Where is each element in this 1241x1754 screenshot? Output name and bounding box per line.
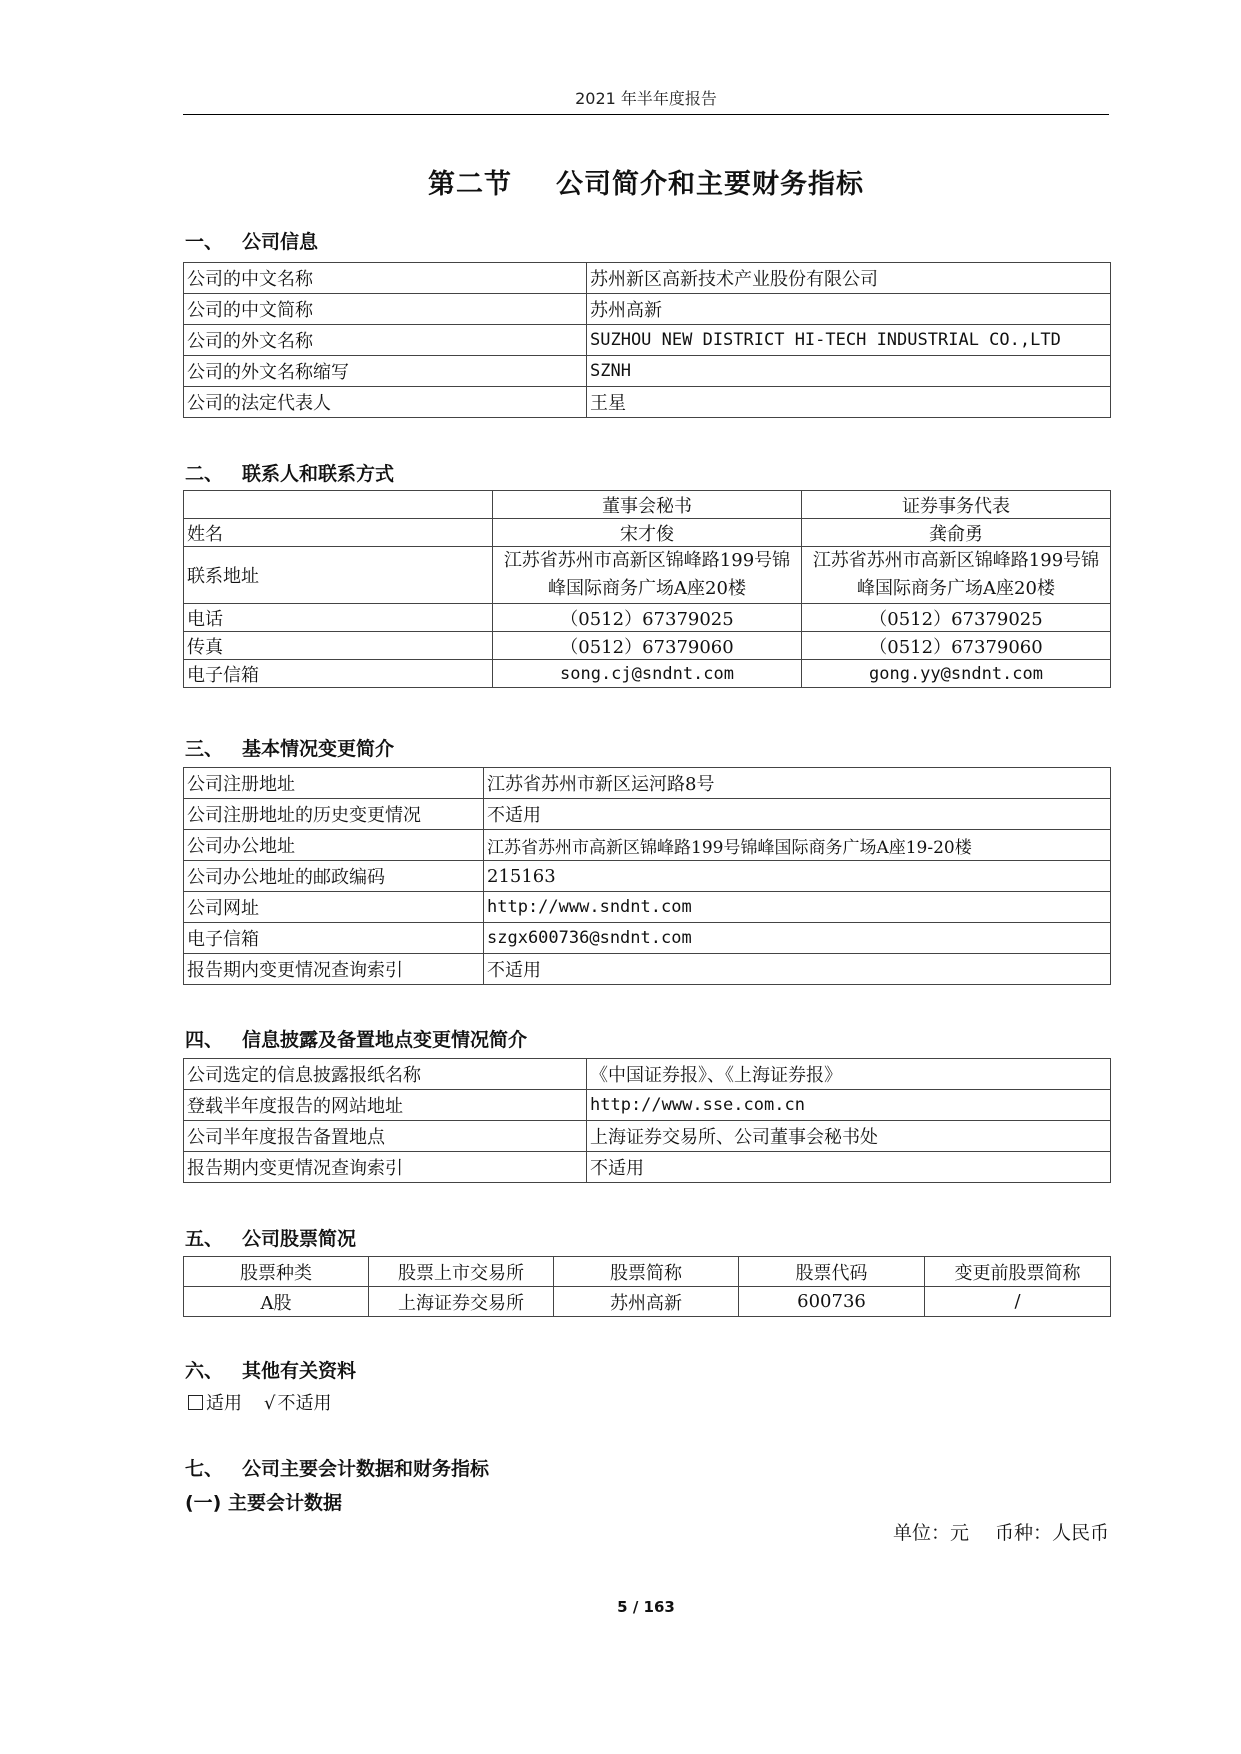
unit-label: 单位：元 — [892, 1522, 969, 1544]
disclosure-table — [183, 1058, 1111, 1183]
s2-heading — [185, 459, 394, 486]
s3-heading — [185, 734, 394, 761]
value-cell: 苏州新区高新技术产业股份有限公司 — [587, 263, 1111, 294]
s1-title: 公司信息 — [242, 231, 319, 253]
label-cell: 报告期内变更情况查询索引 — [184, 1152, 587, 1183]
table-row — [184, 892, 1111, 923]
table-row — [184, 660, 1111, 688]
label-cell: 公司注册地址的历史变更情况 — [184, 799, 484, 830]
value-cell: 宋才俊 — [493, 519, 802, 547]
value-cell: szgx600736@sndnt.com — [484, 923, 1111, 954]
section-number: 第二节 — [428, 169, 512, 200]
label-cell: 公司注册地址 — [184, 768, 484, 799]
table-row — [184, 923, 1111, 954]
value-cell: （0512）67379025 — [493, 604, 802, 632]
value-cell: 上海证券交易所 — [369, 1287, 554, 1317]
label-cell: 公司的外文名称缩写 — [184, 356, 587, 387]
value-cell: 600736 — [739, 1287, 925, 1317]
label-cell: 电子信箱 — [184, 660, 493, 688]
s3-num: 三、 — [185, 738, 224, 760]
table-row — [184, 294, 1111, 325]
company-info-table — [183, 262, 1111, 418]
value-cell: 江苏省苏州市新区运河路8号 — [484, 768, 1111, 799]
value-cell: gong.yy@sndnt.com — [802, 660, 1111, 688]
s5-num: 五、 — [185, 1228, 224, 1250]
s2-num: 二、 — [185, 463, 224, 485]
col-header: 证券事务代表 — [802, 491, 1111, 519]
table-row — [184, 830, 1111, 861]
table-row — [184, 861, 1111, 892]
s7-heading — [185, 1454, 489, 1481]
s6-heading — [185, 1356, 356, 1383]
header-rule — [183, 114, 1109, 115]
value-cell: （0512）67379025 — [802, 604, 1111, 632]
s7-title: 公司主要会计数据和财务指标 — [242, 1458, 490, 1480]
s3-title: 基本情况变更简介 — [242, 738, 395, 760]
label-cell: 公司半年度报告备置地点 — [184, 1121, 587, 1152]
col-header: 变更前股票简称 — [925, 1257, 1111, 1287]
unit-currency-line — [893, 1518, 1109, 1545]
table-row — [184, 547, 1111, 604]
value-cell: http://www.sse.com.cn — [587, 1090, 1111, 1121]
label-cell: 公司办公地址的邮政编码 — [184, 861, 484, 892]
s1-num: 一、 — [185, 231, 224, 253]
value-cell: 龚俞勇 — [802, 519, 1111, 547]
s4-title: 信息披露及备置地点变更情况简介 — [242, 1029, 528, 1051]
table-header-row — [184, 491, 1111, 519]
value-cell: SUZHOU NEW DISTRICT HI-TECH INDUSTRIAL CO.,LTD — [587, 325, 1111, 356]
value-cell: 不适用 — [484, 954, 1111, 985]
label-cell: 电话 — [184, 604, 493, 632]
table-header-row — [184, 1257, 1111, 1287]
value-cell: 苏州高新 — [587, 294, 1111, 325]
table-row — [184, 1090, 1111, 1121]
s7-subheading: (一) 主要会计数据 — [185, 1492, 342, 1514]
value-cell: 苏州高新 — [554, 1287, 739, 1317]
s4-num: 四、 — [185, 1029, 224, 1051]
label-cell: 公司的中文简称 — [184, 294, 587, 325]
s6-title: 其他有关资料 — [242, 1360, 357, 1382]
checkmark-icon: √ — [264, 1393, 276, 1414]
section-title — [183, 162, 1109, 201]
table-row — [184, 954, 1111, 985]
s1-heading — [185, 227, 318, 254]
label-cell: 公司的法定代表人 — [184, 387, 587, 418]
col-header: 董事会秘书 — [493, 491, 802, 519]
table-row — [184, 768, 1111, 799]
table-row — [184, 263, 1111, 294]
label-cell: 公司的中文名称 — [184, 263, 587, 294]
label-cell: 传真 — [184, 632, 493, 660]
value-cell: http://www.sndnt.com — [484, 892, 1111, 923]
running-header: 2021 年半年度报告 — [575, 89, 717, 108]
value-cell: song.cj@sndnt.com — [493, 660, 802, 688]
table-row — [184, 387, 1111, 418]
checkbox-empty-icon — [188, 1395, 203, 1410]
table-row — [184, 799, 1111, 830]
label-cell: 电子信箱 — [184, 923, 484, 954]
stock-info-table — [183, 1256, 1111, 1317]
table-row — [184, 632, 1111, 660]
basic-info-change-table — [183, 767, 1111, 985]
label-cell: 公司办公地址 — [184, 830, 484, 861]
label-cell: 登载半年度报告的网站地址 — [184, 1090, 587, 1121]
table-row — [184, 1059, 1111, 1090]
value-cell: / — [925, 1287, 1111, 1317]
label-cell: 姓名 — [184, 519, 493, 547]
label-cell: 公司选定的信息披露报纸名称 — [184, 1059, 587, 1090]
s7-num: 七、 — [185, 1458, 224, 1480]
table-row — [184, 325, 1111, 356]
contact-table — [183, 490, 1111, 688]
page-number: 5 / 163 — [617, 1598, 675, 1616]
table-row — [184, 1152, 1111, 1183]
col-header: 股票代码 — [739, 1257, 925, 1287]
col-header: 股票种类 — [184, 1257, 369, 1287]
applicability-line — [188, 1389, 331, 1415]
table-row — [184, 1287, 1111, 1317]
label-cell: 公司的外文名称 — [184, 325, 587, 356]
value-cell: SZNH — [587, 356, 1111, 387]
s4-heading — [185, 1025, 527, 1052]
value-cell: 王星 — [587, 387, 1111, 418]
s6-num: 六、 — [185, 1360, 224, 1382]
value-cell: 江苏省苏州市高新区锦峰路199号锦峰国际商务广场A座20楼 — [802, 547, 1111, 604]
table-row — [184, 1121, 1111, 1152]
value-cell: （0512）67379060 — [802, 632, 1111, 660]
col-header: 股票简称 — [554, 1257, 739, 1287]
value-cell: A股 — [184, 1287, 369, 1317]
applicable-label: 适用 — [206, 1393, 242, 1414]
label-cell: 联系地址 — [184, 547, 493, 604]
value-cell: 不适用 — [484, 799, 1111, 830]
value-cell: （0512）67379060 — [493, 632, 802, 660]
s5-heading — [185, 1224, 356, 1251]
table-row — [184, 604, 1111, 632]
currency-label: 币种：人民币 — [994, 1522, 1109, 1544]
value-cell: 《中国证券报》、《上海证券报》 — [587, 1059, 1111, 1090]
value-cell: 215163 — [484, 861, 1111, 892]
table-row — [184, 519, 1111, 547]
value-cell: 江苏省苏州市高新区锦峰路199号锦峰国际商务广场A座20楼 — [493, 547, 802, 604]
table-row — [184, 356, 1111, 387]
col-header: 股票上市交易所 — [369, 1257, 554, 1287]
s5-title: 公司股票简况 — [242, 1228, 357, 1250]
value-cell: 不适用 — [587, 1152, 1111, 1183]
section-heading: 公司简介和主要财务指标 — [556, 169, 864, 200]
label-cell: 报告期内变更情况查询索引 — [184, 954, 484, 985]
value-cell: 上海证券交易所、公司董事会秘书处 — [587, 1121, 1111, 1152]
value-cell: 江苏省苏州市高新区锦峰路199号锦峰国际商务广场A座19-20楼 — [484, 830, 1111, 861]
s2-title: 联系人和联系方式 — [242, 463, 395, 485]
label-cell: 公司网址 — [184, 892, 484, 923]
not-applicable-label: 不适用 — [277, 1393, 332, 1414]
